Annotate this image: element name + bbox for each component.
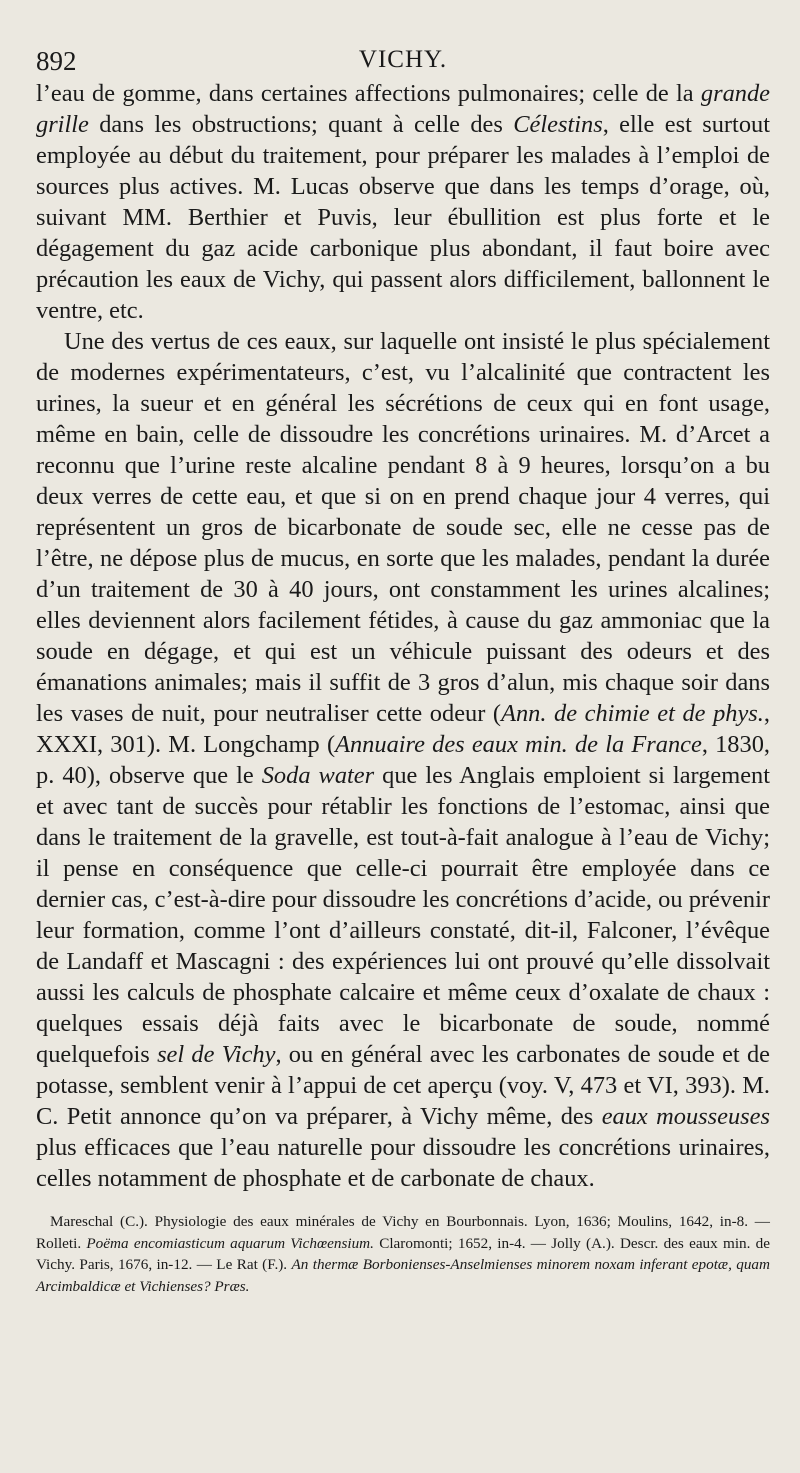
- paragraph-2-text: plus efficaces que l’eau naturelle pour dissoudre les concrétions urinaires, celles notamment de phosphate et de carbonate de chaux.: [36, 1134, 770, 1192]
- paragraph-2-text: , XXXI, 301). M. Longchamp (: [36, 700, 770, 758]
- paragraph-2-italic: Soda water: [261, 762, 375, 789]
- citation-title: Ann. de chimie et de phys.: [501, 700, 764, 727]
- paragraph-2-italic: eaux mousseuses: [601, 1103, 770, 1130]
- bibliography-italic: Poëma encomiasticum aquarum Vichœensium.: [86, 1234, 374, 1252]
- running-title: VICHY.: [358, 46, 448, 73]
- bibliography-text: Mareschal (C.). Physiologie des eaux minérales de Vichy en Bourbonnais. Lyon, 1636; Moulins, 1642, in-8. — Rolleti.: [36, 1213, 770, 1252]
- bibliography-italic: An thermæ Borbonienses-Anselmienses minorem noxam inferant epotæ, quam Arcimbaldicæ et Vichienses? Præs.: [36, 1256, 770, 1295]
- bibliography-notes: [36, 1211, 770, 1297]
- paragraph-2: [36, 326, 770, 1194]
- page-body: [36, 78, 770, 1194]
- paragraph-1-text: dans les obstructions; quant à celle des: [88, 111, 514, 138]
- page-number: 892: [36, 46, 77, 76]
- paragraph-2-text: , 1830, p. 40), observe que le: [36, 731, 770, 789]
- paragraph-2-italic: sel de Vichy: [157, 1041, 276, 1068]
- paragraph-2-text: , ou en général avec les carbonates de soude et de potasse, semblent venir à l’appui de cet aperçu (voy. V, 473 et VI, 393). M. C. Petit annonce qu’on va préparer, à Vichy même, des: [36, 1041, 770, 1130]
- bibliography-text: Claromonti; 1652, in-4. — Jolly (A.). Descr. des eaux min. de Vichy. Paris, 1676, in-12. — Le Rat (F.).: [36, 1234, 771, 1273]
- paragraph-1: [36, 78, 770, 326]
- paragraph-2-text: Une des vertus de ces eaux, sur laquelle ont insisté le plus spécialement de modernes expérimentateurs, c’est, vu l’alcalinité que contractent les urines, la sueur et en général les sécrétions de ceux qui en font usage, même en bain, celle de dissoudre les concrétions urinaires. M. d’Arcet a reconnu que l’urine reste alcaline pendant 8 à 9 heures, lorsqu’on a bu deux verres de cette eau, et que si on en prend chaque jour 4 verres, qui représentent un gros de bicarbonate de soude sec, elle ne cesse pas de l’être, ne dépose plus de mucus, en sorte que les malades, pendant la durée d’un traitement de 30 à 40 jours, ont constamment les urines alcalines; elles deviennent alors facilement fétides, à cause du gaz ammoniac que la soude en dégage, et qui est un véhicule puissant des odeurs et des émanations animales; mais il suffit de 3 gros d’alun, mis chaque soir dans les vases de nuit, pour neutraliser cette odeur (: [36, 328, 770, 727]
- bibliography-entry: [36, 1211, 770, 1297]
- paragraph-1-italic: grande grille: [36, 80, 770, 138]
- paragraph-1-text: l’eau de gomme, dans certaines affections pulmonaires; celle de la: [36, 80, 701, 107]
- citation-title: Annuaire des eaux min. de la France: [335, 731, 702, 758]
- paragraph-1-text: , elle est surtout employée au début du traitement, pour préparer les malades à l’emploi de sources plus actives. M. Lucas observe que dans les temps d’orage, où, suivant MM. Berthier et Puvis, leur ébullition est plus forte et le dégagement du gaz acide carbonique plus abondant, il faut boire avec précaution les eaux de Vichy, qui passent alors difficilement, ballonnent le ventre, etc.: [36, 111, 770, 324]
- paragraph-1-italic: Célestins: [513, 111, 603, 138]
- paragraph-2-text: que les Anglais emploient si largement et avec tant de succès pour rétablir les fonctions de l’estomac, ainsi que dans le traitement de la gravelle, est tout-à-fait analogue à l’eau de Vichy; il pense en conséquence que celle-ci pourrait être employée dans ce dernier cas, c’est-à-dire pour dissoudre les concrétions d’acide, ou prévenir leur formation, comme l’ont d’ailleurs constaté, dit-il, Falconer, l’évêque de Landaff et Mascagni : des expériences lui ont prouvé qu’elle dissolvait aussi les calculs de phosphate calcaire et même ceux d’oxalate de chaux : quelques essais déjà faits avec le bicarbonate de soude, nommé quelquefois: [36, 762, 771, 1068]
- page-header: [36, 38, 770, 78]
